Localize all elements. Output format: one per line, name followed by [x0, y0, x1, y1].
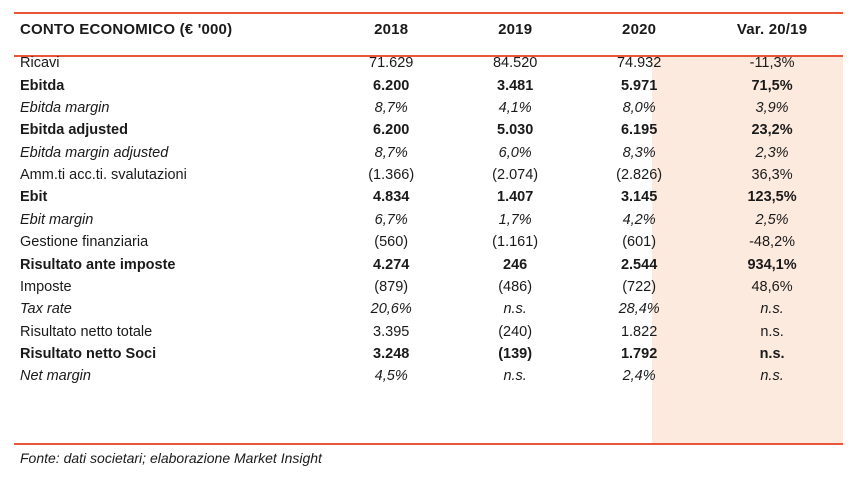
cell-var: 36,3% [751, 167, 793, 184]
cell-var: 3,9% [755, 99, 789, 116]
cell-2020: 4,2% [622, 211, 656, 228]
cell-2020: 8,3% [622, 144, 656, 161]
column-header-2018: 2018 [374, 21, 409, 38]
cell-2019: 1,7% [498, 211, 532, 228]
cell-2019: (240) [498, 323, 533, 340]
cell-2020: 2,4% [622, 368, 656, 385]
cell-2018: 6,7% [374, 211, 408, 228]
cell-2018: 3.395 [373, 323, 410, 340]
row-label: Imposte [20, 278, 72, 295]
table-row [14, 343, 843, 365]
cell-2019: 5.030 [497, 122, 534, 139]
cell-2020: 8,0% [622, 99, 656, 116]
row-label: Ebitda [20, 77, 65, 94]
cell-var: 2,5% [755, 211, 789, 228]
cell-2019: (2.074) [492, 167, 539, 184]
cell-2018: 4,5% [374, 368, 408, 385]
row-label: Ebitda margin [20, 99, 110, 116]
cell-var: 2,3% [755, 144, 789, 161]
header-row [14, 12, 843, 48]
cell-var: n.s. [760, 301, 784, 318]
row-label: Risultato netto totale [20, 323, 153, 340]
table-row [14, 164, 843, 186]
cell-2018: 20,6% [370, 301, 412, 318]
table-body [14, 48, 843, 388]
cell-2020: 5.971 [620, 77, 658, 94]
table-header [14, 12, 843, 48]
row-label: Ricavi [20, 55, 60, 72]
row-label: Risultato netto Soci [20, 346, 157, 363]
table-row [14, 209, 843, 231]
cell-var: n.s. [760, 368, 784, 385]
cell-var: 71,5% [751, 77, 793, 94]
cell-var: 23,2% [751, 122, 793, 139]
bottom-rule [14, 443, 843, 445]
cell-2019: (486) [498, 278, 533, 295]
source-footnote: Fonte: dati societari; elaborazione Market Insight [20, 450, 322, 466]
row-label: Ebit [20, 189, 48, 206]
table-row [14, 119, 843, 141]
cell-2018: 6.200 [373, 77, 410, 94]
cell-2019: 3.481 [497, 77, 534, 94]
cell-2019: n.s. [503, 301, 527, 318]
cell-2019: 246 [503, 256, 528, 273]
table-row [14, 186, 843, 208]
cell-2020: 1.792 [620, 346, 658, 363]
cell-var: -11,3% [749, 55, 795, 72]
cell-var: n.s. [759, 346, 785, 363]
cell-2018: 6.200 [373, 122, 410, 139]
cell-2020: 74.932 [616, 55, 662, 72]
cell-2019: (139) [498, 346, 533, 363]
cell-2018: 4.274 [373, 256, 410, 273]
cell-2020: 28,4% [618, 301, 660, 318]
cell-2019: 1.407 [497, 189, 534, 206]
row-label: Ebit margin [20, 211, 94, 228]
column-header-label: CONTO ECONOMICO (€ '000) [20, 21, 233, 38]
column-header-2019: 2019 [498, 21, 533, 38]
cell-2019: 6,0% [498, 144, 532, 161]
cell-2020: 3.145 [620, 189, 658, 206]
cell-2018: 3.248 [373, 346, 410, 363]
row-label: Tax rate [20, 301, 72, 318]
column-header-2020: 2020 [622, 21, 657, 38]
cell-2020: 1.822 [620, 323, 658, 340]
cell-2018: 8,7% [374, 99, 408, 116]
cell-var: 934,1% [747, 256, 797, 273]
cell-2020: (601) [622, 234, 657, 251]
cell-2018: (879) [374, 278, 409, 295]
table-row [14, 253, 843, 275]
cell-var: n.s. [760, 323, 784, 340]
column-header-var: Var. 20/19 [736, 21, 808, 38]
table-row [14, 321, 843, 343]
table-row [14, 142, 843, 164]
table-row [14, 298, 843, 320]
cell-2018: 71.629 [369, 55, 414, 72]
cell-2020: (2.826) [616, 167, 663, 184]
row-label: Amm.ti acc.ti. svalutazioni [20, 167, 187, 184]
cell-2018: (1.366) [368, 167, 415, 184]
row-label: Risultato ante imposte [20, 256, 176, 273]
cell-2020: (722) [622, 278, 657, 295]
income-statement-table [14, 12, 843, 388]
table-row [14, 74, 843, 96]
table-row [14, 231, 843, 253]
cell-var: -48,2% [749, 234, 796, 251]
cell-2020: 6.195 [620, 122, 658, 139]
cell-2019: 84.520 [492, 55, 538, 72]
table-row [14, 97, 843, 119]
table-row [14, 52, 843, 74]
cell-2018: (560) [374, 234, 409, 251]
cell-2019: (1.161) [492, 234, 539, 251]
row-label: Ebitda margin adjusted [20, 144, 169, 161]
row-label: Ebitda adjusted [20, 122, 128, 139]
cell-var: 48,6% [751, 278, 793, 295]
cell-2019: n.s. [503, 368, 527, 385]
cell-var: 123,5% [747, 189, 797, 206]
cell-2018: 8,7% [374, 144, 408, 161]
row-label: Net margin [20, 368, 91, 385]
cell-2019: 4,1% [498, 99, 532, 116]
table-row [14, 276, 843, 298]
cell-2018: 4.834 [373, 189, 410, 206]
table-row [14, 365, 843, 387]
cell-2020: 2.544 [620, 256, 658, 273]
row-label: Gestione finanziaria [20, 234, 149, 251]
